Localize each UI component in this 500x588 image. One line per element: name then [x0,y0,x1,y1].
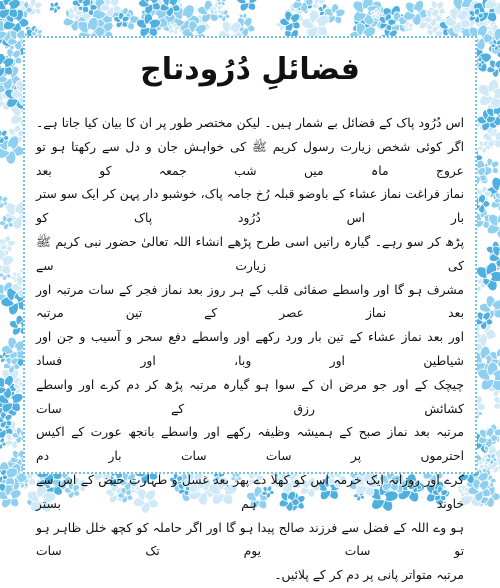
body-line: مشرف ہو گا اور واسطے صفائی قلب کے ہر روز بعد نماز فجر کے سات مرتبہ اور بعد نماز عصر کے تین مرتبہ [36,279,464,327]
body-line: مرتبہ متواتر پانی پر دم کر کے پلائیں۔ [36,564,464,588]
body-line: ہو وے اللہ کے فضل سے فرزند صالح پیدا ہو گا اور اگر حاملہ کو کچھ خلل ظاہر ہو تو سات یوم تک سات [36,517,464,565]
flower-ornament [236,0,259,13]
flower-ornament [0,215,14,230]
body-line: چیچک کے اور جو مرض ان کے سوا ہو گیارہ مرتبہ پڑھ کر دم کرے اور واسطے کشائش رزق کے سات [36,374,464,422]
body-text [36,112,464,462]
body-line: اگر کوئی شخص زیارت رسول کریم ﷺ کی خواہش جان و دل سے رکھتا ہو تو عروج ماہ میں شب جمعہ کو بعد [36,136,464,184]
body-line: نماز فراغت نماز عشاء کے باوضو قبلہ رُخ جامہ پاک، خوشبو دار پہن کر ایک سو ستر بار اس دُرُود پاک کو [36,183,464,231]
body-line: پڑھ کر سو رہے۔ گیارہ راتیں اسی طرح پڑھے انشاء اللہ تعالیٰ حضور نبی کریم ﷺ کی زیارت سے [36,231,464,279]
body-line: مرتبہ بعد نماز صبح کے ہمیشہ وظیفہ رکھے اور واسطے بانجھ عورت کے اکیس احترموں پر سات سات بار دم [36,421,464,469]
body-line: کرے اور روزانہ ایک خرمہ اس کو کھلا دے پھر بعد غسل و طہارت حیض کے اس سے خاوند ہم بستر [36,469,464,517]
page-title: فضائلِ دُرُودتاج [0,50,500,90]
body-line: اس دُرُود پاک کے فضائل بے شمار ہیں۔ لیکن مختصر طور پر ان کا بیان کیا جاتا ہے۔ [36,112,464,136]
body-line: اور بعد نماز عشاء کے تین بار ورد رکھے اور واسطے دفع سحر و آسیب و جن اور شیاطین اور وبا، اور فساد [36,326,464,374]
flower-ornament [48,1,61,14]
